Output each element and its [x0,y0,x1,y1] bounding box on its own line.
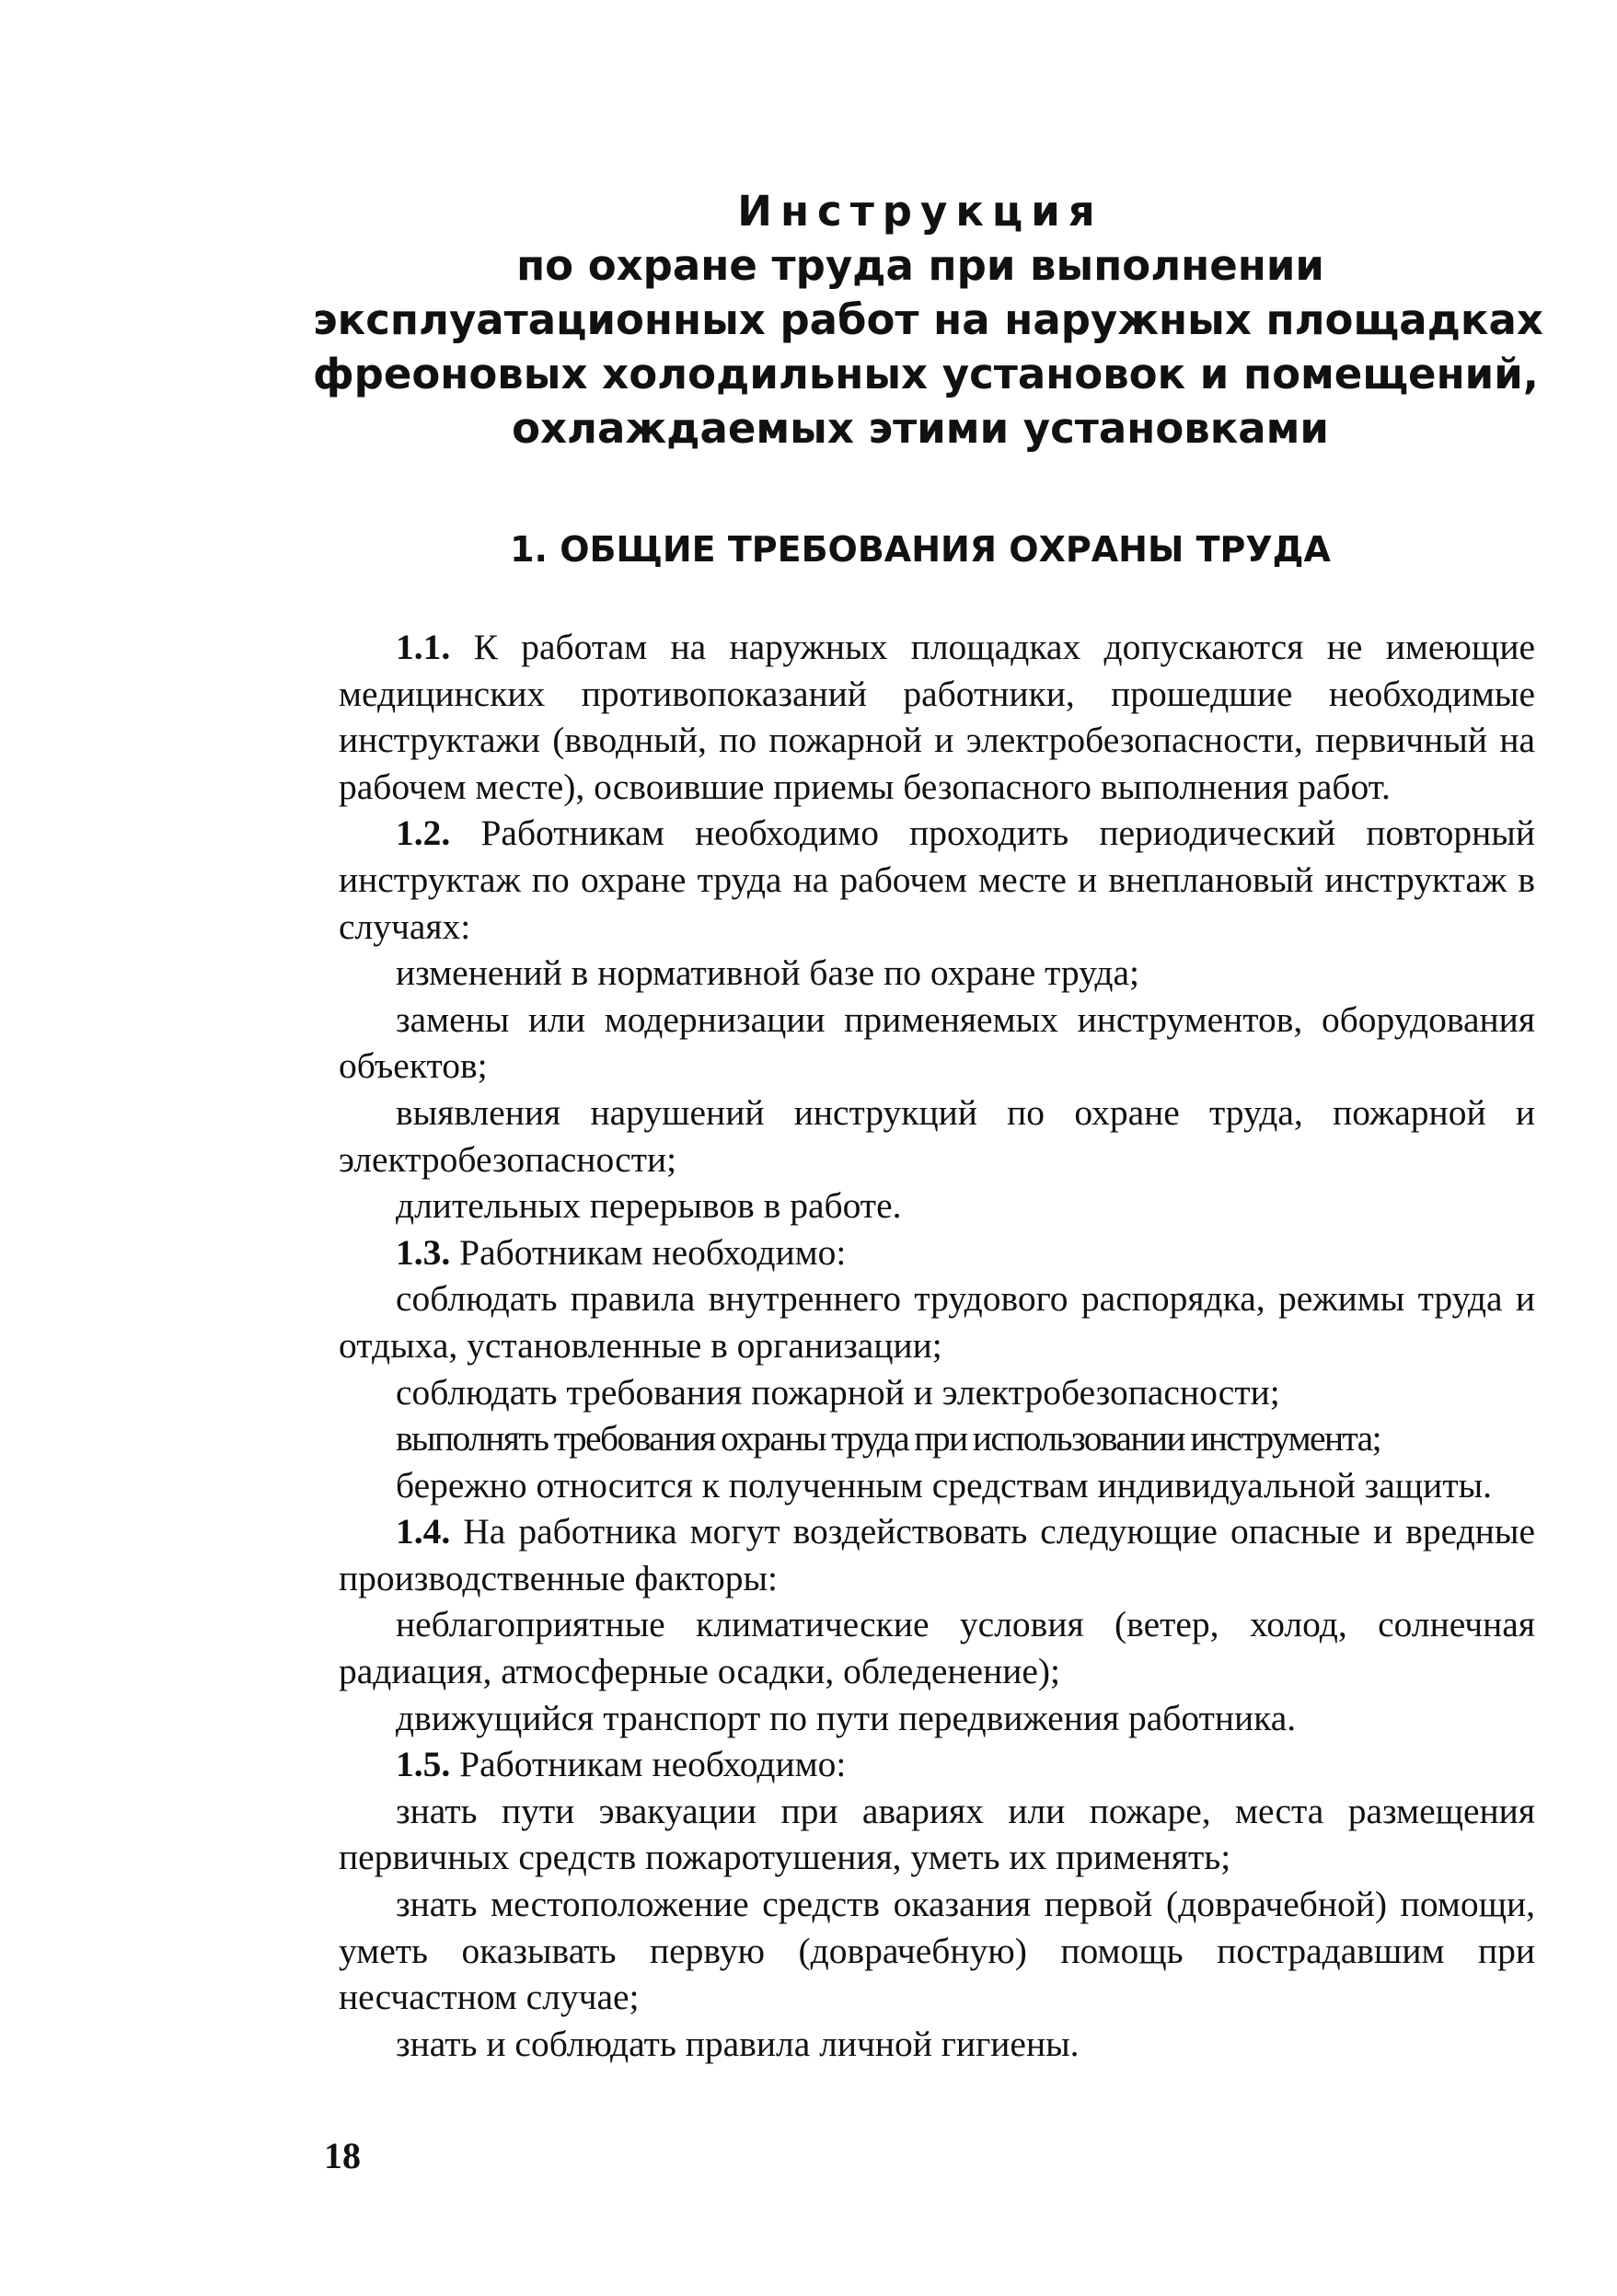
clause-number: 1.3. [396,1231,451,1273]
list-item: знать пути эвакуации при авариях или пожаре, места размещения первичных средств пожаротушения, уметь их применять; [339,1790,1535,1878]
list-item: соблюдать правила внутреннего трудового распорядка, режимы труда и отдыха, установленные в организации; [339,1278,1535,1366]
section-heading: 1. ОБЩИЕ ТРЕБОВАНИЯ ОХРАНЫ ТРУДА [510,529,1331,570]
paragraph-text: На работника могут воздействовать следующие опасные и вредные производственные факторы: [339,1511,1535,1598]
clause-number: 1.2. [396,813,451,854]
paragraph-text: К работам на наружных площадках допускаются не имеющие медицинских противопоказаний работники, прошедшие необходимые инструктажи (вводный, по пожарной и электробезопасности, первичный на рабочем месте), освоившие приемы безопасного выполнения работ. [339,627,1535,807]
list-item: знать местоположение средств оказания первой (доврачебной) помощи, уметь оказывать первую (доврачебную) помощь пострадавшим при несчастном случае; [339,1884,1535,2018]
list-item: соблюдать требования пожарной и электробезопасности; [396,1371,1280,1413]
clause-number: 1.4. [396,1511,451,1552]
document-title [313,184,1543,456]
list-item: замены или модернизации применяемых инструментов, оборудования объектов; [339,998,1535,1087]
list-item: выявления нарушений инструкций по охране труда, пожарной и электробезопасности; [339,1091,1535,1180]
paragraph-text: Работникам необходимо проходить периодический повторный инструктаж по охране труда на рабочем месте и внеплановый инструктаж в случаях: [339,813,1535,947]
paragraph [339,1741,1535,1788]
paragraph [339,810,1535,950]
clause-number: 1.5. [396,1744,451,1785]
title-line: фреоновых холодильных установок и помещений, [313,350,1539,398]
page-number: 18 [324,2135,361,2176]
list-item: движущийся транспорт по пути передвижения работника. [396,1697,1297,1738]
list-item: бережно относится к полученным средствам индивидуальной защиты. [396,1464,1492,1506]
title-line: Инструкция [737,187,1103,236]
list-item: длительных перерывов в работе. [396,1185,902,1227]
title-line: по охране труда при выполнении [516,241,1324,290]
clause-number: 1.1. [396,627,451,667]
paragraph-text: Работникам необходимо: [450,1744,847,1785]
document-body [339,624,1535,2067]
list-item: неблагоприятные климатические условия (ветер, холод, солнечная радиация, атмосферные осадки, обледенение); [339,1604,1535,1692]
list-item: знать и соблюдать правила личной гигиены. [396,2023,1080,2064]
paragraph [339,624,1535,810]
title-line: эксплуатационных работ на наружных площадках [313,295,1543,344]
list-item: выполнять требования охраны труда при использовании инструмента; [396,1418,1380,1460]
list-item: изменений в нормативной базе по охране труда; [396,952,1140,994]
title-line: охлаждаемых этими установками [512,404,1329,453]
paragraph [339,1229,1535,1276]
paragraph-text: Работникам необходимо: [450,1231,847,1273]
paragraph [339,1508,1535,1601]
